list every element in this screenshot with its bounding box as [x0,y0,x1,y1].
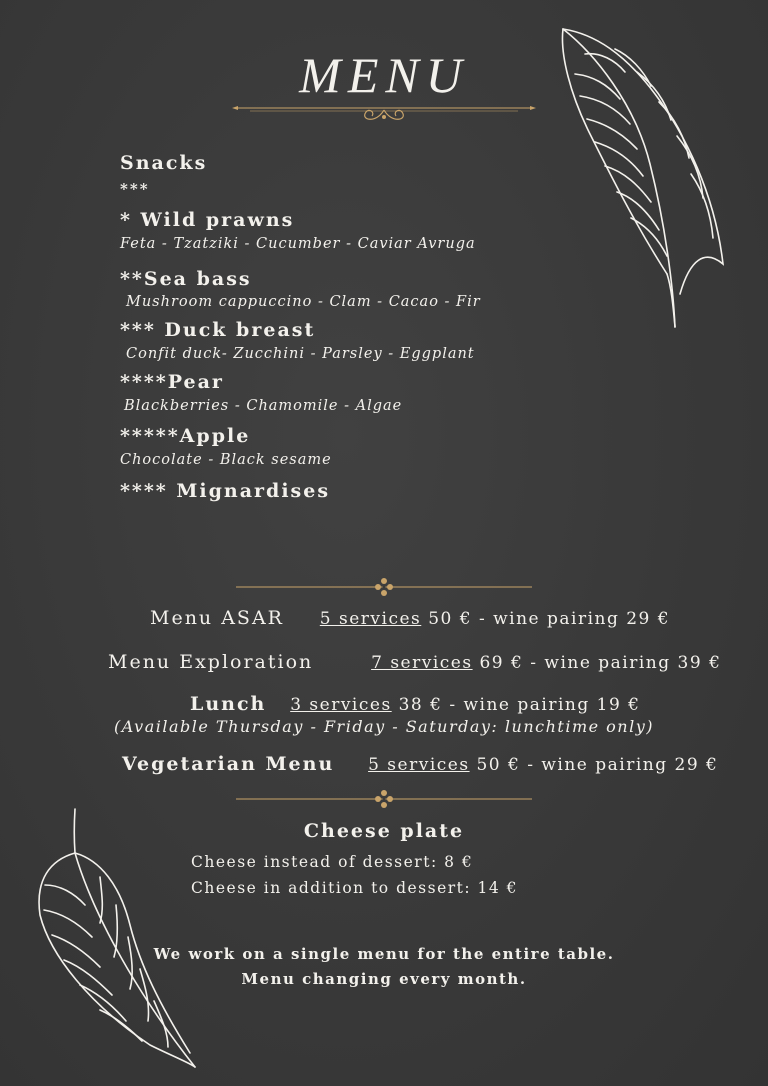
course-mignardises: **** Mignardises [120,480,331,502]
course-sea-bass-desc: Mushroom cappuccino - Clam - Cacao - Fir [126,294,481,310]
course-pear: ****Pear [120,371,224,393]
menu-asar-name: Menu ASAR [150,607,284,629]
course-sea-bass: **Sea bass [120,268,252,290]
menu-asar-price: 50 € - wine pairing 29 € [428,609,671,629]
menu-asar-services: 5 services [319,609,422,629]
menu-exploration-name: Menu Exploration [108,651,314,673]
course-duck-breast-desc: Confit duck- Zucchini - Parsley - Eggplant [126,346,475,362]
menu-lunch-services: 3 services [290,695,392,715]
menu-lunch-line [190,693,641,715]
course-apple-desc: Chocolate - Black sesame [120,452,332,468]
footer-line-2: Menu changing every month. [241,970,527,988]
ornament-divider-top [230,98,538,128]
feather-icon-bottom [30,805,210,1075]
menu-exploration-services: 7 services [371,653,473,673]
menu-asar-line [150,607,670,629]
course-duck-breast: *** Duck breast [120,319,316,341]
menu-exploration-line [108,651,721,673]
menu-lunch-name: Lunch [190,693,267,715]
menu-lunch-price: 38 € - wine pairing 19 € [398,695,641,715]
course-snacks: Snacks [120,152,208,174]
ornament-divider-lower [230,784,538,814]
course-wild-prawns: * Wild prawns [120,209,295,231]
course-wild-prawns-desc: Feta - Tzatziki - Cucumber - Caviar Avruga [120,236,476,252]
feather-icon-top [555,24,730,334]
menu-lunch-note: (Available Thursday - Friday - Saturday: lunchtime only) [114,717,654,736]
menu-vegetarian-name: Vegetarian Menu [122,753,335,775]
ornament-divider-middle [230,572,538,602]
footer-line-1: We work on a single menu for the entire table. [153,945,615,963]
course-apple: *****Apple [120,425,251,447]
course-separator: *** [120,180,150,198]
menu-exploration-price: 69 € - wine pairing 39 € [479,653,722,673]
cheese-title: Cheese plate [303,820,465,842]
cheese-line-instead: Cheese instead of dessert: 8 € [191,853,474,871]
cheese-line-addition: Cheese in addition to dessert: 14 € [191,879,519,897]
page-title: MENU [299,47,469,103]
menu-vegetarian-services: 5 services [368,755,470,775]
course-pear-desc: Blackberries - Chamomile - Algae [124,398,403,414]
menu-vegetarian-line [122,753,718,775]
menu-vegetarian-price: 50 € - wine pairing 29 € [476,755,719,775]
